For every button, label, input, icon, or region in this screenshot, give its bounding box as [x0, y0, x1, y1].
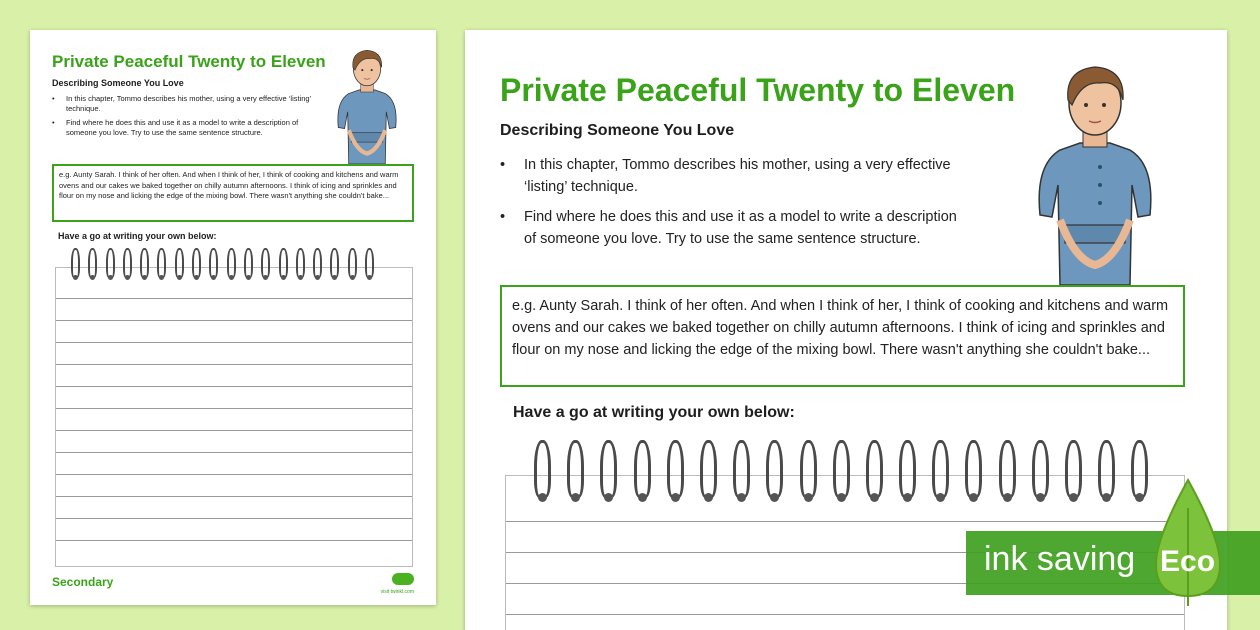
- eco-leaf-icon: [1148, 478, 1228, 608]
- instruction-item: • In this chapter, Tommo describes his mother, using a very effective ‘listing’ technique.: [52, 94, 322, 114]
- writing-prompt: Have a go at writing your own below:: [58, 231, 217, 241]
- page-subtitle: Describing Someone You Love: [52, 78, 184, 88]
- instruction-item: • In this chapter, Tommo describes his mother, using a very effective ‘listing’ technique.: [500, 154, 970, 198]
- boy-illustration: [322, 44, 412, 164]
- brand-logo-icon: [392, 573, 414, 585]
- example-box: e.g. Aunty Sarah. I think of her often. And when I think of her, I think of cooking and kitchens and warm ovens and our cakes we baked together on chilly autumn afternoons. I think of icing and sprinkles and flour on my nose and licking the edge of the mixing bowl. There wasn't anything she couldn't bake...: [500, 285, 1185, 387]
- worksheet-preview-small: [30, 30, 436, 605]
- page-title: Private Peaceful Twenty to Eleven: [52, 52, 326, 71]
- eco-label: Eco: [1160, 545, 1216, 578]
- instructions-list: [500, 154, 970, 258]
- boy-illustration: [1020, 55, 1170, 285]
- ink-saving-text: ink saving: [984, 540, 1136, 578]
- footer-url: visit twinkl.com: [380, 589, 414, 595]
- page-title: Private Peaceful Twenty to Eleven: [500, 72, 1016, 108]
- instructions-list: [52, 94, 322, 142]
- notebook-lines[interactable]: [55, 267, 413, 567]
- spiral-binding: [528, 440, 1159, 506]
- footer-level: Secondary: [52, 575, 114, 589]
- writing-prompt: Have a go at writing your own below:: [513, 404, 795, 421]
- page-subtitle: Describing Someone You Love: [500, 122, 735, 139]
- instruction-item: • Find where he does this and use it as a model to write a description of someone you love. Try to use the same sentence structure.: [52, 118, 322, 138]
- instruction-item: • Find where he does this and use it as a model to write a description of someone you love. Try to use the same sentence structure.: [500, 206, 970, 250]
- example-box: e.g. Aunty Sarah. I think of her often. And when I think of her, I think of cooking and kitchens and warm ovens and our cakes we baked together on chilly autumn afternoons. I think of icing and sprinkles and flour on my nose and licking the edge of the mixing bowl. There wasn't anything she couldn't bake...: [52, 164, 414, 222]
- spiral-binding: [68, 248, 379, 282]
